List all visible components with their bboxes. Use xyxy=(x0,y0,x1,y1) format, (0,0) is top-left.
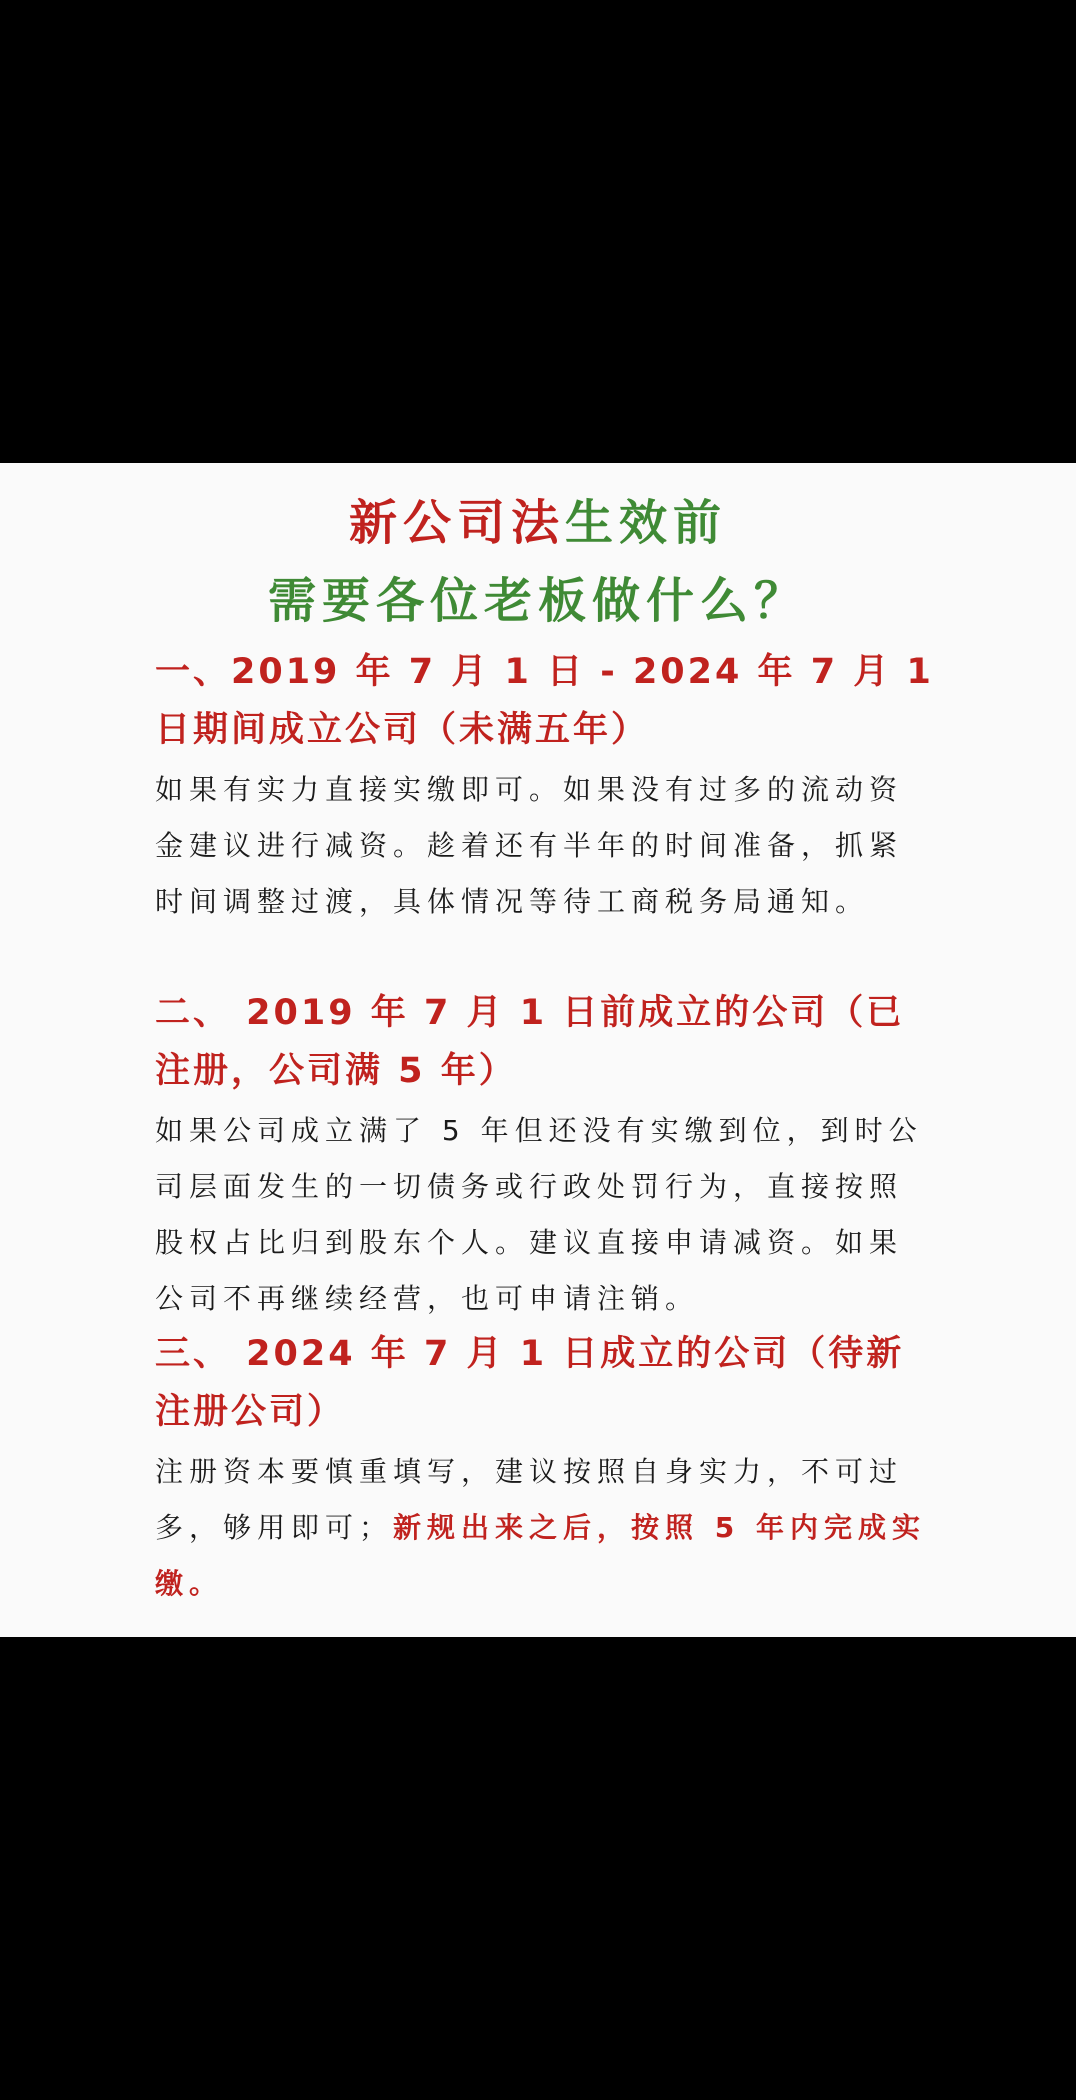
section-3-body xyxy=(155,1444,935,1612)
section-2-heading: 二、 2019 年 7 月 1 日前成立的公司（已注册，公司满 5 年） xyxy=(155,993,905,1091)
section-3-body-text: 注册资本要慎重填写，建议按照自身实力，不可过多，够用即可； xyxy=(155,1455,904,1544)
section-1-heading: 一、2019 年 7 月 1 日 - 2024 年 7 月 1 日期间成立公司（未满五年） xyxy=(155,652,934,750)
title-green-part: 生效前 xyxy=(565,495,728,551)
section-1-body: 如果有实力直接实缴即可。如果没有过多的流动资金建议进行减资。趁着还有半年的时间准备，抓紧时间调整过渡，具体情况等待工商税务局通知。 xyxy=(155,773,904,918)
title-red-part: 新公司法 xyxy=(348,495,565,551)
section-3-emphasis: 新规出来之后，按照 5 年内完成实缴。 xyxy=(155,1511,926,1600)
subtitle: 需要各位老板做什么？ xyxy=(267,573,808,629)
main-title xyxy=(0,493,1076,553)
section-2-body: 如果公司成立满了 5 年但还没有实缴到位，到时公司层面发生的一切债务或行政处罚行为，直接按照股权占比归到股东个人。建议直接申请减资。如果公司不再继续经营，也可申请注销。 xyxy=(155,1114,923,1315)
content-panel xyxy=(0,463,1076,1637)
section-3-heading: 三、 2024 年 7 月 1 日成立的公司（待新注册公司） xyxy=(155,1334,905,1432)
